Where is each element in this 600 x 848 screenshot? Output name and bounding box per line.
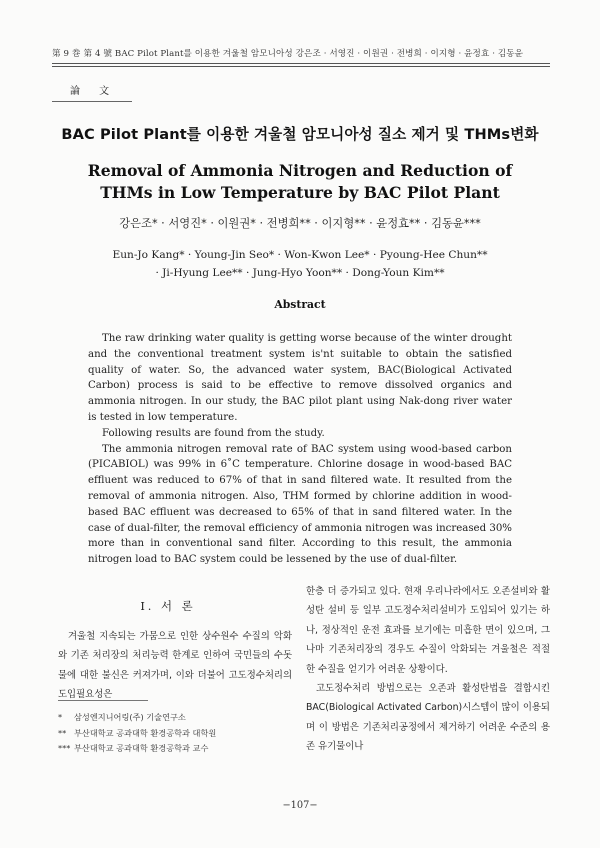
- article-type-underline: [52, 101, 132, 102]
- body-paragraph: 한층 더 증가되고 있다. 현재 우리나라에서도 오존설비와 활성탄 설비 등 일부 고도정수처리설비가 도입되어 있기는 하나, 정상적인 운전 효과를 보기에는 미흡한 면이 있으며, 그나마 기존처리장의 경우도 수질이 악화되는 겨울철은 적절한 수질을 얻기가 어려운 상황이다.: [306, 586, 550, 675]
- page-number: −107−: [282, 800, 318, 811]
- footnote-mark: ***: [58, 743, 71, 754]
- title-english: Removal of Ammonia Nitrogen and Reduction of THMs in Low Temperature by BAC Pilot Plant: [87, 161, 513, 202]
- authors-korean: 강은조* · 서영진* · 이원권* · 전병희** · 이지형** · 윤정효** · 김동윤***: [119, 217, 481, 230]
- body-column-right: [306, 582, 550, 757]
- authors-english-line-2: · Ji-Hyung Lee** · Jung-Hyo Yoon** · Dong-Youn Kim**: [155, 267, 445, 279]
- abstract-heading: Abstract: [274, 298, 326, 311]
- title-korean: BAC Pilot Plant를 이용한 겨울철 암모니아성 질소 제거 및 THMs변화: [61, 126, 539, 143]
- body-column-left: [58, 627, 292, 705]
- header-rule-bottom: [52, 66, 550, 67]
- body-paragraph: 고도정수처리 방법으로는 오존과 활성탄법을 결합시킨 BAC(Biological Activated Carbon)시스템이 많이 이용되며 이 방법은 기존처리공정에서 제거하기 어려운 수준의 용존 유기물이나: [306, 683, 550, 753]
- footnote-item: [58, 710, 298, 726]
- body-paragraph: 겨울철 지속되는 가뭄으로 인한 상수원수 수질의 악화와 기존 처리장의 처리능력 한계로 인하여 국민들의 수돗물에 대한 불신은 커져가며, 이와 더불어 고도정수처리의 도입필요성은: [58, 631, 292, 701]
- authors-english: [60, 246, 540, 282]
- footnote-text: 부산대학교 공과대학 환경공학과 교수: [74, 743, 209, 754]
- footnote-rule: [58, 700, 148, 701]
- authors-english-line-1: Eun-Jo Kang* · Young-Jin Seo* · Won-Kwon Lee* · Pyoung-Hee Chun**: [112, 249, 488, 261]
- article-type-label: 論 文: [70, 86, 118, 97]
- footnote-text: 삼성엔지니어링(주) 기술연구소: [74, 712, 186, 722]
- footnote-text: 부산대학교 공과대학 환경공학과 대학원: [74, 727, 217, 738]
- abstract-paragraph: The ammonia nitrogen removal rate of BAC system using wood-based carbon (PICABIOL) was 99% in 6˚C temperature. Chlorine dosage in wood-based BAC effluent was reduced to 67% of that in sand filtered wate. It resulted from the removal of ammonia nitrogen. Also, THM formed by chlorine addition in wood-based BAC effluent was decreased to 65% of that in sand filtered water. In the case of dual-filter, the removal efficiency of ammonia nitrogen was increased 30% more than in conventional sand filter. According to this result, the ammonia nitrogen load to BAC system could be lessened by the use of dual-filter.: [88, 443, 512, 566]
- abstract-body: [88, 331, 512, 568]
- abstract-paragraph: Following results are found from the study.: [102, 427, 325, 439]
- footnote-item: [58, 741, 298, 757]
- footnote-item: [58, 726, 298, 742]
- header-rule-top: [52, 63, 550, 64]
- footnote-mark: *: [58, 712, 63, 722]
- running-head: 第 9 巻 第 4 號 BAC Pilot Plant를 이용한 겨울철 암모니아성 강은조 · 서영진 · 이원권 · 전병희 · 이지형 · 윤정효 · 김동윤: [52, 49, 524, 59]
- footnotes: [58, 710, 298, 757]
- footnote-mark: **: [58, 727, 67, 738]
- abstract-paragraph: The raw drinking water quality is getting worse because of the winter drought and the conventional treatment system is'nt suitable to obtain the satisfied quality of water. So, the advanced water system, BAC(Biological Activated Carbon) process is said to be effective to remove dissolved organics and ammonia nitrogen. In our study, the BAC pilot plant using Nak-dong river water is tested in low temperature.: [88, 333, 512, 423]
- section-heading-introduction: Ⅰ. 서 론: [140, 599, 196, 613]
